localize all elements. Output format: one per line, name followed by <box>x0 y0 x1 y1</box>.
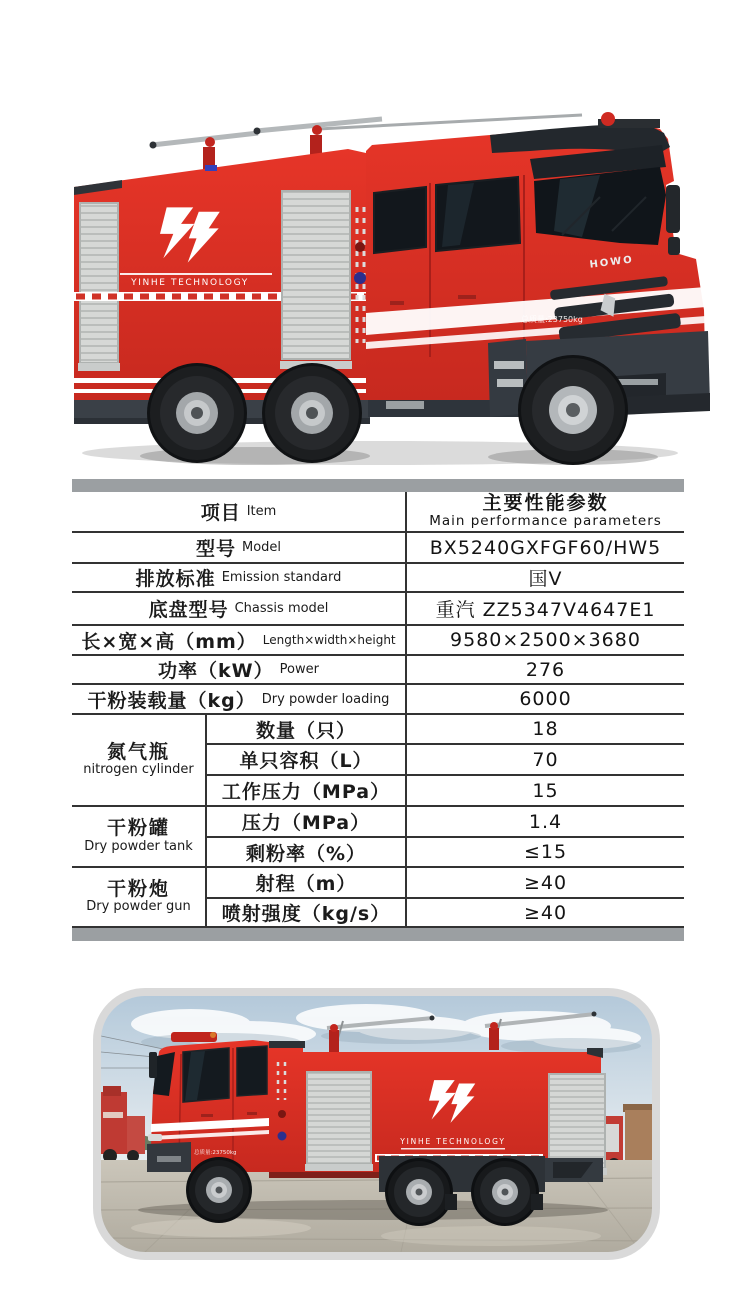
roof-marker-light <box>205 165 217 171</box>
table-top-bar <box>72 479 684 492</box>
spec-label-spray-intensity: 喷射强度（kg/s） <box>205 899 405 928</box>
spec-value-chassis: 重汽 ZZ5347V4647E1 <box>405 593 684 626</box>
spec-value-powder-loading: 6000 <box>405 685 684 715</box>
howo-badge: HOWO <box>588 254 635 271</box>
spec-label-tank-pressure: 压力（MPa） <box>205 807 405 838</box>
fire-truck-photo-side <box>101 996 652 1252</box>
front-wheel <box>518 355 628 465</box>
gross-mass-text: 总质量:23750kg <box>521 315 583 324</box>
logo-text: YINHE TECHNOLOGY <box>400 1137 506 1146</box>
beacon-light <box>601 112 615 126</box>
group-dry-powder-gun: 干粉炮 Dry powder gun <box>72 868 205 928</box>
spec-label-emission: 排放标准 Emission standard <box>72 564 405 593</box>
body-red-lamp <box>355 242 365 252</box>
beacon-bar <box>171 1032 217 1042</box>
header-item-cn: 项目 <box>200 502 241 524</box>
body-blue-lamp <box>278 1132 287 1141</box>
spec-label-single-volume: 单只容积（L） <box>205 745 405 776</box>
roller-shutter-front <box>307 1072 371 1164</box>
header-item-en: Item <box>246 504 277 519</box>
spec-value-power: 276 <box>405 656 684 685</box>
spec-value-emission: 国V <box>405 564 684 593</box>
crew-window <box>374 187 426 253</box>
crew-window <box>237 1046 267 1096</box>
background-building <box>623 1104 652 1160</box>
spec-value-single-volume: 70 <box>405 745 684 776</box>
side-mirror <box>149 1052 157 1078</box>
spec-label-power: 功率（kW） Power <box>72 656 405 685</box>
spec-value-model: BX5240GXFGF60/HW5 <box>405 533 684 564</box>
spec-label-quantity: 数量（只） <box>205 715 405 745</box>
fire-truck-photo-side-frame <box>93 988 660 1260</box>
spec-label-model: 型号 Model <box>72 533 405 564</box>
spec-label-powder-loading: 干粉装载量（kg） Dry powder loading <box>72 685 405 715</box>
pavement-patch <box>381 1226 601 1246</box>
front-wheel <box>186 1157 252 1223</box>
spec-table <box>72 479 684 941</box>
header-value-cell <box>405 492 684 533</box>
spec-value-quantity: 18 <box>405 715 684 745</box>
spec-label-range: 射程（m） <box>205 868 405 899</box>
table-bottom-bar <box>72 928 684 941</box>
spec-label-residual-powder: 剩粉率（%） <box>205 838 405 868</box>
header-value-cn: 主要性能参数 <box>482 492 609 515</box>
fire-truck-photo-front <box>60 95 710 470</box>
spec-label-dimensions: 长×宽×高（mm） Length×width×height <box>72 626 405 656</box>
spec-value-working-pressure: 15 <box>405 776 684 807</box>
group-dry-powder-tank: 干粉罐 Dry powder tank <box>72 807 205 868</box>
spec-label-chassis: 底盘型号 Chassis model <box>72 593 405 626</box>
spec-value-range: ≥40 <box>405 868 684 899</box>
roller-shutter-mid <box>282 191 350 359</box>
header-item-cell <box>72 492 405 533</box>
roller-shutter-rear <box>80 203 118 363</box>
side-mirror <box>666 185 680 233</box>
spec-value-dimensions: 9580×2500×3680 <box>405 626 684 656</box>
gross-mass-text: 总质量:23750kg <box>194 1150 237 1156</box>
spec-value-tank-pressure: 1.4 <box>405 807 684 838</box>
body-red-lamp <box>278 1110 286 1118</box>
side-step <box>386 401 424 409</box>
spec-label-working-pressure: 工作压力（MPa） <box>205 776 405 807</box>
header-value-en: Main performance parameters <box>429 513 662 530</box>
roller-shutter-rear <box>549 1074 605 1168</box>
spec-value-residual-powder: ≤15 <box>405 838 684 868</box>
headlight <box>148 1134 162 1141</box>
group-nitrogen-cylinder: 氮气瓶 nitrogen cylinder <box>72 715 205 807</box>
spec-value-spray-intensity: ≥40 <box>405 899 684 928</box>
body-blue-lamp <box>354 272 366 284</box>
logo-text: YINHE TECHNOLOGY <box>131 278 249 288</box>
